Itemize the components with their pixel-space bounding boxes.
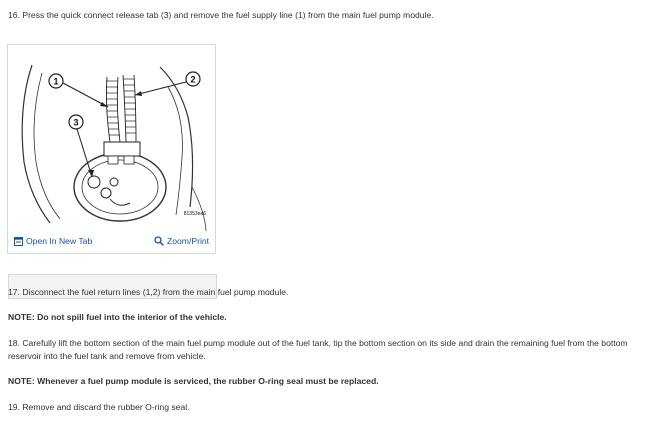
step-19-text: 19. Remove and discard the rubber O-ring seal. [8, 402, 190, 412]
figure-code: 81353ea6 [183, 211, 206, 217]
note-o-ring-replace: NOTE: Whenever a fuel pump module is serviced, the rubber O-ring seal must be replaced. [8, 376, 379, 386]
new-tab-icon [14, 237, 23, 246]
callout-2: 2 [190, 74, 196, 85]
magnifier-icon [154, 236, 164, 246]
fuel-pump-module-diagram [10, 47, 213, 233]
step-18-text: 18. Carefully lift the bottom section of the main fuel pump module out of the fuel tank, tip the bottom section on its side and drain the remaining fuel from the bottom reservoir into the fuel tank and remove from vehicle. [8, 338, 628, 361]
step-16-text: 16. Press the quick connect release tab (3) and remove the fuel supply line (1) from the main fuel pump module. [8, 10, 434, 20]
note-do-not-spill: NOTE: Do not spill fuel into the interior of the vehicle. [8, 312, 227, 322]
figure-panel [7, 44, 216, 254]
open-in-new-tab-label: Open In New Tab [26, 236, 93, 246]
step-17-text: 17. Disconnect the fuel return lines (1,2) from the main fuel pump module. [8, 287, 289, 297]
zoom-print-link[interactable] [154, 236, 209, 246]
open-in-new-tab-link[interactable] [14, 236, 92, 246]
callout-3: 3 [73, 117, 79, 128]
callout-1: 1 [53, 76, 59, 87]
zoom-print-label: Zoom/Print [167, 236, 210, 246]
